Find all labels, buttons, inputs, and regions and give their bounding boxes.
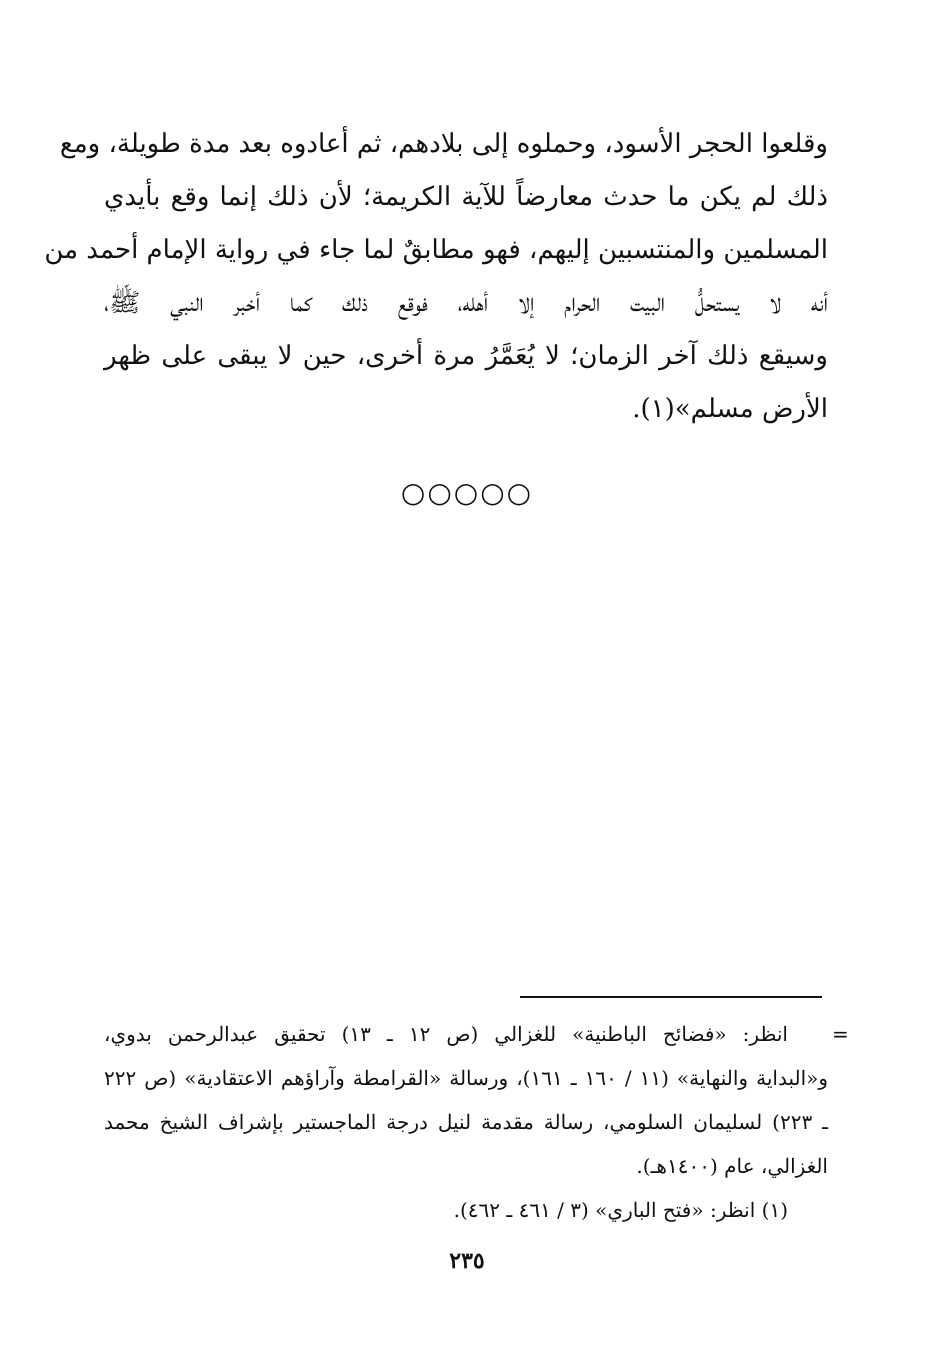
main-text [44,118,828,436]
footnote-divider [520,996,822,998]
footnote-line: ـ ٢٢٣) لسليمان السلومي، رسالة مقدمة لنيل درجة الماجستير بإشراف الشيخ محمد [104,1110,828,1134]
text-line: وقلعوا الحجر الأسود، وحملوه إلى بلادهم، ثم أعادوه بعد مدة طويلة، ومع [59,129,828,159]
footnote-1: (١) انظر: «فتح الباري» (٣ / ٤٦١ ـ ٤٦٢). [453,1198,788,1222]
page-number: ٢٣٥ [449,1248,485,1274]
text-line: وسيقع ذلك آخر الزمان؛ لا يُعَمَّرُ مرة أخرى، حين لا يبقى على ظهر [104,341,828,371]
section-separator: ○○○○○ [400,476,534,509]
footnotes [104,1012,828,1232]
text-line: ذلك لم يكن ما حدث معارضاً للآية الكريمة؛ لأن ذلك إنما وقع بأيدي [104,182,828,212]
footnote-line: و«البداية والنهاية» (١١ / ١٦٠ ـ ١٦١)، ورسالة «القرامطة وآراؤهم الاعتقادية» (ص ٢٢٢ [104,1066,829,1090]
footnote-continuation-mark: = [832,1022,849,1046]
text-line: الأرض مسلم»(١). [632,394,828,424]
footnote-line: انظر: «فضائح الباطنية» للغزالي (ص ١٢ ـ ١٣) تحقيق عبدالرحمن بدوي، [104,1022,788,1046]
text-line: المسلمين والمنتسبين إليهم، فهو مطابقٌ لما جاء في رواية الإمام أحمد من [44,235,828,265]
text-line: أنه لا يستحلُّ البيت الحرام إلا أهله، فوقع ذلك كما أخبر النبي ﷺ، [104,288,828,318]
footnote-line: الغزالي، عام (١٤٠٠هـ). [636,1154,828,1178]
